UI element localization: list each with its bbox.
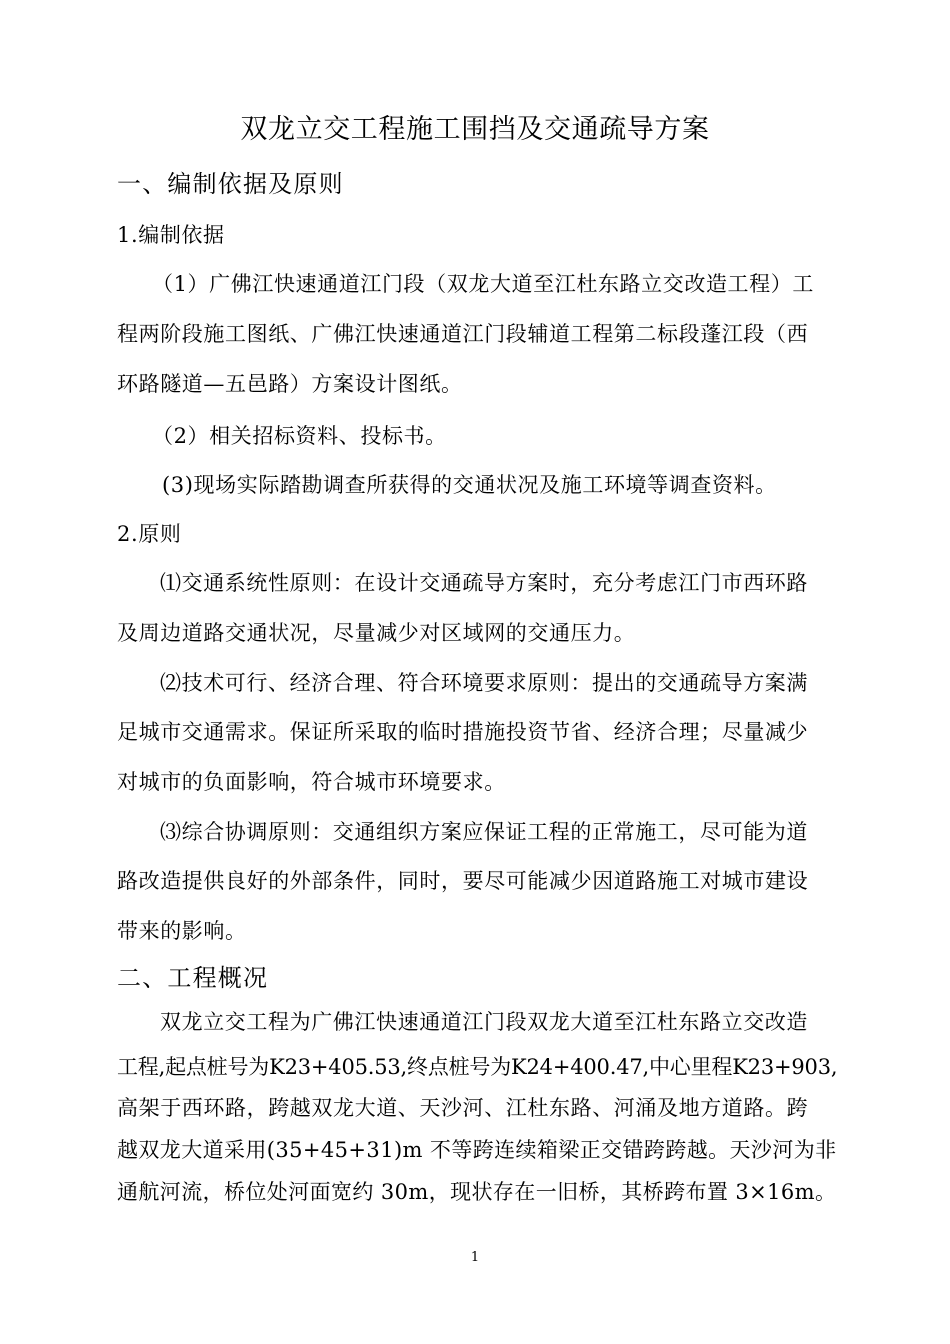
paragraph-line: 路改造提供良好的外部条件，同时，要尽可能减少因道路施工对城市建设 bbox=[117, 869, 809, 893]
paragraph-line: （1）广佛江快速通道江门段（双龙大道至江杜东路立交改造工程）工 bbox=[152, 272, 814, 296]
paragraph-line: 环路隧道—五邑路）方案设计图纸。 bbox=[117, 372, 463, 396]
paragraph-line: 越双龙大道采用(35+45+31)m 不等跨连续箱梁正交错跨跨越。天沙河为非 bbox=[117, 1138, 837, 1162]
paragraph-line: 带来的影响。 bbox=[117, 919, 247, 943]
paragraph-line: （2）相关招标资料、投标书。 bbox=[152, 424, 447, 448]
document-title: 双龙立交工程施工围挡及交通疏导方案 bbox=[240, 114, 710, 145]
paragraph-line: ⑵技术可行、经济合理、符合环境要求原则：提出的交通疏导方案满 bbox=[160, 671, 808, 695]
paragraph-line: 工程,起点桩号为K23+405.53,终点桩号为K24+400.47,中心里程K23+903, bbox=[117, 1055, 838, 1079]
paragraph-line: 及周边道路交通状况，尽量减少对区域网的交通压力。 bbox=[117, 621, 636, 645]
paragraph-line: 程两阶段施工图纸、广佛江快速通道江门段辅道工程第二标段蓬江段（西 bbox=[117, 322, 809, 346]
paragraph-line: 足城市交通需求。保证所采取的临时措施投资节省、经济合理；尽量减少 bbox=[117, 720, 809, 744]
paragraph-line: 通航河流，桥位处河面宽约 30m，现状存在一旧桥，其桥跨布置 3×16m。 bbox=[117, 1180, 837, 1204]
subheading-principles: 2.原则 bbox=[117, 522, 182, 546]
paragraph-line: ⑴交通系统性原则：在设计交通疏导方案时，充分考虑江门市西环路 bbox=[160, 571, 808, 595]
paragraph-line: (3)现场实际踏勘调查所获得的交通状况及施工环境等调查资料。 bbox=[162, 473, 777, 497]
paragraph-line: 双龙立交工程为广佛江快速通道江门段双龙大道至江杜东路立交改造 bbox=[160, 1010, 808, 1034]
subheading-basis: 1.编制依据 bbox=[117, 223, 225, 247]
paragraph-line: 高架于西环路，跨越双龙大道、天沙河、江杜东路、河涌及地方道路。跨 bbox=[117, 1096, 809, 1120]
section-heading-2: 二、工程概况 bbox=[117, 964, 269, 992]
paragraph-line: 对城市的负面影响，符合城市环境要求。 bbox=[117, 770, 506, 794]
paragraph-line: ⑶综合协调原则：交通组织方案应保证工程的正常施工，尽可能为道 bbox=[160, 820, 808, 844]
page-number: 1 bbox=[470, 1250, 480, 1265]
section-heading-1: 一、编制依据及原则 bbox=[117, 170, 344, 198]
